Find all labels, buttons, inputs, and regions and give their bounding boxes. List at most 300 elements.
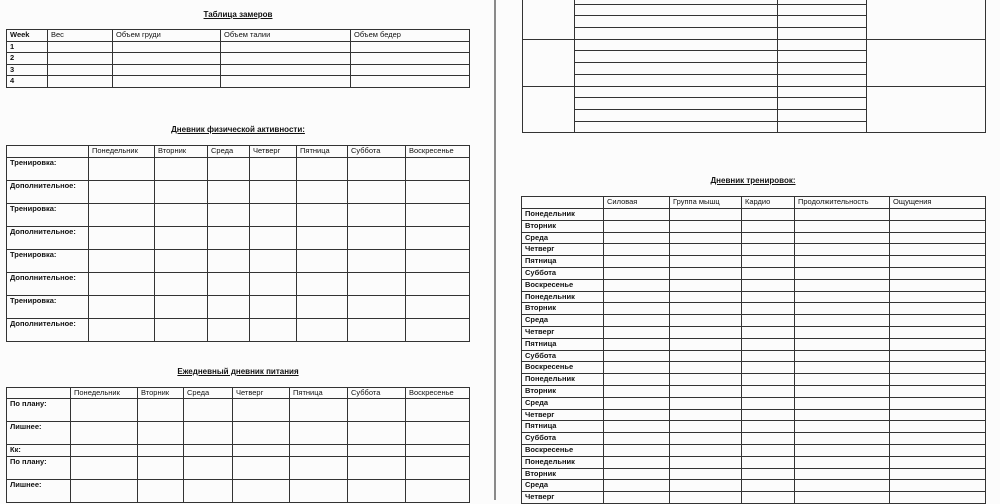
- table-row: [522, 468, 986, 480]
- empty-cell[interactable]: [795, 350, 890, 362]
- empty-cell[interactable]: [795, 220, 890, 232]
- empty-cell[interactable]: [208, 250, 250, 273]
- empty-cell[interactable]: [742, 385, 795, 397]
- empty-cell[interactable]: [406, 158, 470, 181]
- empty-cell[interactable]: [297, 204, 348, 227]
- empty-cell[interactable]: [348, 445, 406, 457]
- empty-cell[interactable]: [778, 63, 867, 75]
- empty-cell[interactable]: [250, 227, 297, 250]
- empty-cell[interactable]: [406, 456, 470, 479]
- empty-cell[interactable]: [670, 291, 742, 303]
- empty-cell[interactable]: [89, 296, 155, 319]
- empty-cell[interactable]: [89, 181, 155, 204]
- empty-cell[interactable]: [348, 181, 406, 204]
- empty-cell[interactable]: [795, 326, 890, 338]
- header-day: Группа мышц: [670, 197, 742, 209]
- empty-cell[interactable]: [890, 362, 986, 374]
- empty-cell[interactable]: [208, 227, 250, 250]
- empty-cell[interactable]: [348, 319, 406, 342]
- empty-cell[interactable]: [348, 479, 406, 502]
- empty-cell[interactable]: [795, 244, 890, 256]
- empty-cell[interactable]: [890, 385, 986, 397]
- empty-cell[interactable]: [89, 273, 155, 296]
- empty-cell[interactable]: [670, 256, 742, 268]
- empty-cell[interactable]: [348, 273, 406, 296]
- empty-cell[interactable]: [351, 76, 470, 88]
- empty-cell[interactable]: [71, 445, 138, 457]
- empty-cell[interactable]: [742, 433, 795, 445]
- empty-cell[interactable]: [250, 296, 297, 319]
- empty-cell[interactable]: [233, 479, 290, 502]
- empty-cell[interactable]: [297, 227, 348, 250]
- empty-cell[interactable]: [297, 296, 348, 319]
- header-day: Суббота: [348, 388, 406, 399]
- empty-cell[interactable]: [250, 319, 297, 342]
- empty-cell[interactable]: [406, 319, 470, 342]
- empty-cell[interactable]: [890, 315, 986, 327]
- empty-cell[interactable]: [184, 399, 233, 422]
- empty-cell[interactable]: [742, 326, 795, 338]
- empty-cell[interactable]: [670, 338, 742, 350]
- empty-cell[interactable]: [575, 4, 778, 16]
- row-label: Понедельник: [522, 374, 604, 386]
- header-day: Ощущения: [890, 197, 986, 209]
- empty-cell[interactable]: [670, 279, 742, 291]
- empty-cell[interactable]: [351, 53, 470, 65]
- empty-cell[interactable]: [184, 422, 233, 445]
- empty-cell[interactable]: [250, 250, 297, 273]
- empty-cell[interactable]: [208, 204, 250, 227]
- empty-cell[interactable]: [795, 279, 890, 291]
- empty-cell[interactable]: [795, 291, 890, 303]
- empty-cell[interactable]: [233, 445, 290, 457]
- empty-cell[interactable]: [604, 291, 670, 303]
- empty-cell[interactable]: [742, 291, 795, 303]
- table-row: [522, 256, 986, 268]
- empty-cell[interactable]: [795, 338, 890, 350]
- empty-cell[interactable]: [890, 338, 986, 350]
- empty-cell[interactable]: [670, 232, 742, 244]
- empty-cell[interactable]: [113, 76, 221, 88]
- empty-cell[interactable]: [742, 315, 795, 327]
- empty-cell[interactable]: [795, 480, 890, 492]
- empty-cell[interactable]: [890, 220, 986, 232]
- row-label: Четверг: [522, 326, 604, 338]
- empty-cell[interactable]: [290, 479, 348, 502]
- header-day: Силовая: [604, 197, 670, 209]
- empty-cell[interactable]: [778, 39, 867, 51]
- group-cell[interactable]: [523, 86, 575, 133]
- empty-cell[interactable]: [795, 444, 890, 456]
- empty-cell[interactable]: [670, 362, 742, 374]
- empty-cell[interactable]: [890, 350, 986, 362]
- empty-cell[interactable]: [155, 273, 208, 296]
- empty-cell[interactable]: [604, 444, 670, 456]
- empty-cell[interactable]: [795, 209, 890, 221]
- header-day: Четверг: [233, 388, 290, 399]
- empty-cell[interactable]: [670, 209, 742, 221]
- empty-cell[interactable]: [670, 456, 742, 468]
- empty-cell[interactable]: [155, 181, 208, 204]
- empty-cell[interactable]: [89, 319, 155, 342]
- empty-cell[interactable]: [406, 181, 470, 204]
- row-label: Пятница: [522, 421, 604, 433]
- empty-cell[interactable]: [890, 326, 986, 338]
- row-label: По плану:: [7, 456, 71, 479]
- row-label: Среда: [522, 397, 604, 409]
- empty-cell[interactable]: [138, 479, 184, 502]
- empty-cell[interactable]: [742, 303, 795, 315]
- empty-cell[interactable]: [778, 121, 867, 133]
- empty-cell[interactable]: [778, 86, 867, 98]
- row-label: Тренировка:: [7, 204, 89, 227]
- empty-cell[interactable]: [406, 273, 470, 296]
- empty-cell[interactable]: [890, 421, 986, 433]
- empty-cell[interactable]: [575, 63, 778, 75]
- empty-cell[interactable]: [406, 250, 470, 273]
- empty-cell[interactable]: [604, 267, 670, 279]
- empty-cell[interactable]: [233, 399, 290, 422]
- empty-cell[interactable]: [250, 158, 297, 181]
- empty-cell[interactable]: [742, 480, 795, 492]
- empty-cell[interactable]: [406, 227, 470, 250]
- empty-cell[interactable]: [113, 53, 221, 65]
- row-label: Четверг: [522, 244, 604, 256]
- empty-cell[interactable]: [208, 181, 250, 204]
- row-label: Лишнее:: [7, 479, 71, 502]
- empty-cell[interactable]: [575, 39, 778, 51]
- empty-cell[interactable]: [778, 16, 867, 28]
- empty-cell[interactable]: [348, 204, 406, 227]
- empty-cell[interactable]: [742, 220, 795, 232]
- empty-cell[interactable]: [604, 362, 670, 374]
- group-cell[interactable]: [523, 0, 575, 39]
- empty-cell[interactable]: [604, 326, 670, 338]
- empty-cell[interactable]: [795, 267, 890, 279]
- empty-cell[interactable]: [604, 315, 670, 327]
- empty-cell[interactable]: [221, 41, 351, 53]
- empty-cell[interactable]: [297, 250, 348, 273]
- empty-cell[interactable]: [742, 350, 795, 362]
- empty-cell[interactable]: [795, 256, 890, 268]
- empty-cell[interactable]: [575, 28, 778, 40]
- empty-cell[interactable]: [290, 456, 348, 479]
- blank-grid-table: [522, 0, 986, 133]
- empty-cell[interactable]: [670, 385, 742, 397]
- empty-cell[interactable]: [113, 41, 221, 53]
- header-day: Продолжительность: [795, 197, 890, 209]
- empty-cell[interactable]: [604, 397, 670, 409]
- empty-cell[interactable]: [670, 220, 742, 232]
- empty-cell[interactable]: [155, 227, 208, 250]
- empty-cell[interactable]: [778, 74, 867, 86]
- empty-cell[interactable]: [155, 250, 208, 273]
- empty-cell[interactable]: [184, 479, 233, 502]
- empty-cell[interactable]: [250, 204, 297, 227]
- empty-cell[interactable]: [795, 385, 890, 397]
- empty-cell[interactable]: [604, 279, 670, 291]
- empty-cell[interactable]: [890, 397, 986, 409]
- empty-cell[interactable]: [795, 421, 890, 433]
- empty-cell[interactable]: [604, 456, 670, 468]
- empty-cell[interactable]: [138, 456, 184, 479]
- empty-cell[interactable]: [155, 296, 208, 319]
- empty-cell[interactable]: [297, 319, 348, 342]
- empty-cell[interactable]: [670, 409, 742, 421]
- empty-cell[interactable]: [155, 204, 208, 227]
- empty-cell[interactable]: [48, 64, 113, 76]
- group-cell[interactable]: [867, 0, 986, 39]
- empty-cell[interactable]: [71, 399, 138, 422]
- empty-cell[interactable]: [890, 291, 986, 303]
- empty-cell[interactable]: [184, 445, 233, 457]
- empty-cell[interactable]: [155, 158, 208, 181]
- activity-title: Дневник физической активности:: [171, 125, 305, 134]
- table-row: [522, 492, 986, 504]
- group-cell[interactable]: [867, 86, 986, 133]
- row-label: Суббота: [522, 350, 604, 362]
- empty-cell[interactable]: [670, 350, 742, 362]
- empty-cell[interactable]: [208, 296, 250, 319]
- empty-cell[interactable]: [795, 468, 890, 480]
- empty-cell[interactable]: [406, 422, 470, 445]
- empty-cell[interactable]: [890, 267, 986, 279]
- empty-cell[interactable]: [742, 421, 795, 433]
- empty-cell[interactable]: [670, 444, 742, 456]
- empty-cell[interactable]: [795, 232, 890, 244]
- empty-cell[interactable]: [348, 296, 406, 319]
- empty-cell[interactable]: [604, 468, 670, 480]
- empty-cell[interactable]: [890, 409, 986, 421]
- empty-cell[interactable]: [795, 315, 890, 327]
- empty-cell[interactable]: [290, 422, 348, 445]
- empty-cell[interactable]: [778, 51, 867, 63]
- empty-cell[interactable]: [795, 362, 890, 374]
- empty-cell[interactable]: [575, 51, 778, 63]
- empty-cell[interactable]: [778, 4, 867, 16]
- empty-cell[interactable]: [297, 158, 348, 181]
- empty-cell[interactable]: [742, 444, 795, 456]
- empty-cell[interactable]: [670, 397, 742, 409]
- empty-cell[interactable]: [890, 244, 986, 256]
- empty-cell[interactable]: [778, 98, 867, 110]
- row-label: Дополнительное:: [7, 181, 89, 204]
- empty-cell[interactable]: [348, 422, 406, 445]
- empty-cell[interactable]: [604, 409, 670, 421]
- empty-cell[interactable]: [742, 492, 795, 504]
- empty-cell[interactable]: [742, 244, 795, 256]
- empty-cell[interactable]: [604, 385, 670, 397]
- empty-cell[interactable]: [604, 232, 670, 244]
- header-waist: Объем талии: [221, 30, 351, 42]
- empty-cell[interactable]: [890, 256, 986, 268]
- empty-cell[interactable]: [670, 244, 742, 256]
- empty-cell[interactable]: [89, 158, 155, 181]
- group-cell[interactable]: [867, 39, 986, 86]
- empty-cell[interactable]: [670, 492, 742, 504]
- empty-cell[interactable]: [208, 158, 250, 181]
- empty-cell[interactable]: [604, 492, 670, 504]
- empty-cell[interactable]: [795, 492, 890, 504]
- empty-cell[interactable]: [890, 209, 986, 221]
- empty-cell[interactable]: [604, 374, 670, 386]
- empty-cell[interactable]: [742, 256, 795, 268]
- empty-cell[interactable]: [348, 399, 406, 422]
- empty-cell[interactable]: [604, 350, 670, 362]
- table-row: [522, 456, 986, 468]
- empty-cell[interactable]: [290, 445, 348, 457]
- empty-cell[interactable]: [604, 209, 670, 221]
- empty-cell[interactable]: [670, 315, 742, 327]
- empty-cell[interactable]: [890, 492, 986, 504]
- empty-cell[interactable]: [890, 303, 986, 315]
- empty-cell[interactable]: [670, 326, 742, 338]
- empty-cell[interactable]: [89, 250, 155, 273]
- header-day: Суббота: [348, 146, 406, 158]
- empty-cell[interactable]: [221, 53, 351, 65]
- empty-cell[interactable]: [670, 267, 742, 279]
- empty-cell[interactable]: [221, 76, 351, 88]
- empty-cell[interactable]: [742, 338, 795, 350]
- empty-cell[interactable]: [351, 64, 470, 76]
- empty-cell[interactable]: [890, 433, 986, 445]
- empty-cell[interactable]: [742, 409, 795, 421]
- empty-cell[interactable]: [48, 41, 113, 53]
- empty-cell[interactable]: [742, 456, 795, 468]
- empty-cell[interactable]: [406, 204, 470, 227]
- empty-cell[interactable]: [48, 53, 113, 65]
- empty-cell[interactable]: [778, 109, 867, 121]
- empty-cell[interactable]: [89, 204, 155, 227]
- empty-cell[interactable]: [250, 181, 297, 204]
- empty-cell[interactable]: [351, 41, 470, 53]
- table-row: [522, 209, 986, 221]
- empty-cell[interactable]: [670, 374, 742, 386]
- empty-cell[interactable]: [890, 444, 986, 456]
- empty-cell[interactable]: [795, 303, 890, 315]
- header-corner: [7, 388, 71, 399]
- row-label: Тренировка:: [7, 296, 89, 319]
- table-row: [7, 399, 470, 422]
- empty-cell[interactable]: [575, 121, 778, 133]
- empty-cell[interactable]: [742, 374, 795, 386]
- empty-cell[interactable]: [604, 220, 670, 232]
- empty-cell[interactable]: [604, 244, 670, 256]
- empty-cell[interactable]: [742, 209, 795, 221]
- table-row: [522, 315, 986, 327]
- empty-cell[interactable]: [575, 86, 778, 98]
- empty-cell[interactable]: [795, 374, 890, 386]
- empty-cell[interactable]: [778, 28, 867, 40]
- empty-cell[interactable]: [184, 456, 233, 479]
- empty-cell[interactable]: [233, 456, 290, 479]
- page-divider: [494, 0, 496, 500]
- group-cell[interactable]: [523, 39, 575, 86]
- table-row: [7, 445, 470, 457]
- empty-cell[interactable]: [208, 273, 250, 296]
- empty-cell[interactable]: [113, 64, 221, 76]
- empty-cell[interactable]: [71, 479, 138, 502]
- empty-cell[interactable]: [297, 181, 348, 204]
- empty-cell[interactable]: [604, 256, 670, 268]
- empty-cell[interactable]: [138, 399, 184, 422]
- empty-cell[interactable]: [138, 422, 184, 445]
- empty-cell[interactable]: [138, 445, 184, 457]
- empty-cell[interactable]: [406, 399, 470, 422]
- table-row: [522, 326, 986, 338]
- empty-cell[interactable]: [208, 319, 250, 342]
- empty-cell[interactable]: [670, 468, 742, 480]
- table-row: [7, 204, 470, 227]
- empty-cell[interactable]: [890, 232, 986, 244]
- empty-cell[interactable]: [604, 480, 670, 492]
- empty-cell[interactable]: [71, 422, 138, 445]
- empty-cell[interactable]: [406, 479, 470, 502]
- empty-cell[interactable]: [670, 433, 742, 445]
- empty-cell[interactable]: [742, 362, 795, 374]
- empty-cell[interactable]: [890, 468, 986, 480]
- empty-cell[interactable]: [604, 421, 670, 433]
- table-header-row: [7, 146, 470, 158]
- empty-cell[interactable]: [890, 279, 986, 291]
- empty-cell[interactable]: [155, 319, 208, 342]
- empty-cell[interactable]: [221, 64, 351, 76]
- empty-cell[interactable]: [604, 303, 670, 315]
- empty-cell[interactable]: [742, 267, 795, 279]
- header-day: Воскресенье: [406, 146, 470, 158]
- week-number: 3: [7, 64, 48, 76]
- empty-cell[interactable]: [604, 433, 670, 445]
- empty-cell[interactable]: [406, 296, 470, 319]
- empty-cell[interactable]: [89, 227, 155, 250]
- empty-cell[interactable]: [233, 422, 290, 445]
- empty-cell[interactable]: [250, 273, 297, 296]
- empty-cell[interactable]: [575, 16, 778, 28]
- empty-cell[interactable]: [604, 338, 670, 350]
- empty-cell[interactable]: [297, 273, 348, 296]
- table-row: [522, 433, 986, 445]
- table-row: [7, 456, 470, 479]
- empty-cell[interactable]: [348, 227, 406, 250]
- empty-cell[interactable]: [575, 74, 778, 86]
- empty-cell[interactable]: [795, 397, 890, 409]
- empty-cell[interactable]: [290, 399, 348, 422]
- empty-cell[interactable]: [890, 480, 986, 492]
- empty-cell[interactable]: [71, 456, 138, 479]
- empty-cell[interactable]: [575, 98, 778, 110]
- empty-cell[interactable]: [348, 250, 406, 273]
- empty-cell[interactable]: [795, 433, 890, 445]
- empty-cell[interactable]: [742, 468, 795, 480]
- empty-cell[interactable]: [670, 480, 742, 492]
- empty-cell[interactable]: [48, 76, 113, 88]
- empty-cell[interactable]: [348, 158, 406, 181]
- table-row: [522, 279, 986, 291]
- empty-cell[interactable]: [890, 374, 986, 386]
- empty-cell[interactable]: [890, 456, 986, 468]
- empty-cell[interactable]: [795, 456, 890, 468]
- row-label: Среда: [522, 232, 604, 244]
- empty-cell[interactable]: [742, 279, 795, 291]
- empty-cell[interactable]: [742, 397, 795, 409]
- empty-cell[interactable]: [670, 421, 742, 433]
- empty-cell[interactable]: [348, 456, 406, 479]
- empty-cell[interactable]: [795, 409, 890, 421]
- empty-cell[interactable]: [742, 232, 795, 244]
- empty-cell[interactable]: [406, 445, 470, 457]
- empty-cell[interactable]: [670, 303, 742, 315]
- empty-cell[interactable]: [575, 109, 778, 121]
